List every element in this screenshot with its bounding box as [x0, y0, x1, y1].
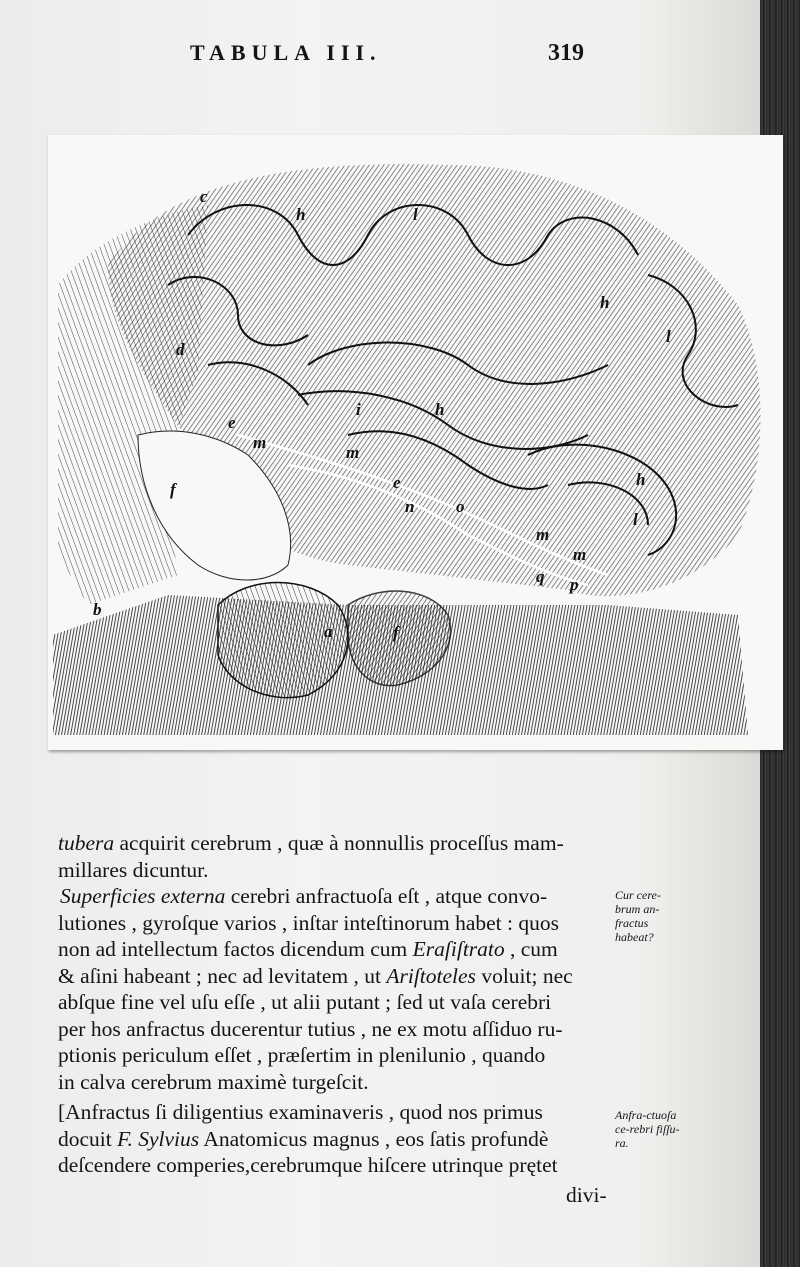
italic-name: Ariſtoteles — [386, 963, 476, 988]
text-run: in calva cerebrum maximè turgeſcit. — [58, 1069, 369, 1094]
plate-label-p: p — [570, 575, 579, 594]
plate-label-l: l — [413, 205, 418, 224]
plate-label-i: i — [356, 400, 361, 419]
text-run: voluit; nec — [475, 963, 573, 988]
plate-label-f: f — [170, 480, 176, 499]
plate-label-e: e — [228, 413, 236, 432]
text-run: & aſini habeant ; nec ad levitatem , ut — [58, 963, 387, 988]
plate-label-m: m — [346, 443, 360, 462]
plate-label-f: f — [393, 623, 399, 642]
body-text — [58, 830, 610, 1179]
text-run: deſcendere comperies,cerebrumque hiſcere utrinque prętet — [58, 1153, 558, 1177]
plate-label-h: h — [636, 470, 646, 489]
text-line — [58, 1152, 610, 1179]
text-run: acquirit cerebrum , quæ à nonnullis proceſſus mam- — [114, 831, 564, 855]
italic-term: tubera — [58, 831, 115, 855]
plate-label-a: a — [324, 622, 333, 641]
text-run: cerebri anfractuoſa eſt , atque convo- — [225, 884, 548, 908]
text-line — [58, 857, 610, 884]
text-line — [58, 1042, 610, 1069]
plate-label-h: h — [435, 400, 445, 419]
text-run: Anatomicus magnus , eos ſatis profundè — [199, 1126, 549, 1151]
text-line — [58, 830, 610, 857]
italic-name: Eraſiſtrato — [412, 937, 505, 961]
text-run: abſque fine vel uſu eſſe , ut alii putant ; ſed ut vaſa cerebri — [58, 990, 552, 1014]
text-run: , cum — [504, 937, 558, 961]
margin-note: Anfra-ctuoſa ce-rebri fiſſu-ra. — [615, 1108, 680, 1150]
plate-label-m: m — [253, 433, 267, 452]
text-run: non ad intellectum factos dicendum cum — [58, 937, 413, 961]
text-line — [58, 1099, 610, 1126]
running-head: TABULA III. — [190, 40, 382, 65]
plate-label-q: q — [536, 567, 545, 586]
plate-label-c: c — [200, 187, 208, 206]
plate-label-m: m — [536, 525, 550, 544]
plate-label-h: h — [600, 293, 610, 312]
text-run: docuit — [58, 1126, 118, 1151]
text-line — [58, 883, 610, 910]
plate-label-e: e — [393, 473, 401, 492]
text-line — [58, 936, 610, 963]
plate-label-b: b — [93, 600, 102, 619]
plate-label-h: h — [296, 205, 306, 224]
italic-term: Superficies externa — [60, 884, 226, 908]
text-run: [Anfractus ſi diligentius examinaveris , quod nos primus — [58, 1100, 543, 1124]
text-run: per hos anfractus ducerentur tutius , ne ex motu aſſiduo ru- — [58, 1016, 563, 1041]
text-run: lutiones , gyroſque varios , inſtar inteſtinorum habet : quos — [58, 910, 559, 935]
plate-label-d: d — [176, 340, 185, 359]
text-line — [58, 963, 610, 990]
text-line — [58, 1069, 610, 1096]
text-line — [58, 1126, 610, 1153]
text-line — [58, 910, 610, 937]
plate-label-o: o — [456, 497, 465, 516]
plate-label-l: l — [666, 327, 671, 346]
text-run: ptionis periculum eſſet , præſertim in plenilunio , quando — [58, 1043, 546, 1067]
plate-label-l: l — [633, 510, 638, 529]
text-line — [58, 989, 610, 1016]
catchword: divi- — [566, 1183, 607, 1207]
text-run: millares dicuntur. — [58, 857, 209, 882]
plate-label-n: n — [405, 497, 415, 516]
brain-engraving-icon — [48, 135, 783, 750]
italic-name: F. Sylvius — [117, 1126, 200, 1151]
plate-label-m: m — [573, 545, 587, 564]
anatomical-plate — [48, 135, 783, 750]
margin-note: Cur cere-brum an-fractus habeat? — [615, 888, 661, 944]
text-line — [58, 1016, 610, 1043]
page-number: 319 — [548, 40, 584, 66]
